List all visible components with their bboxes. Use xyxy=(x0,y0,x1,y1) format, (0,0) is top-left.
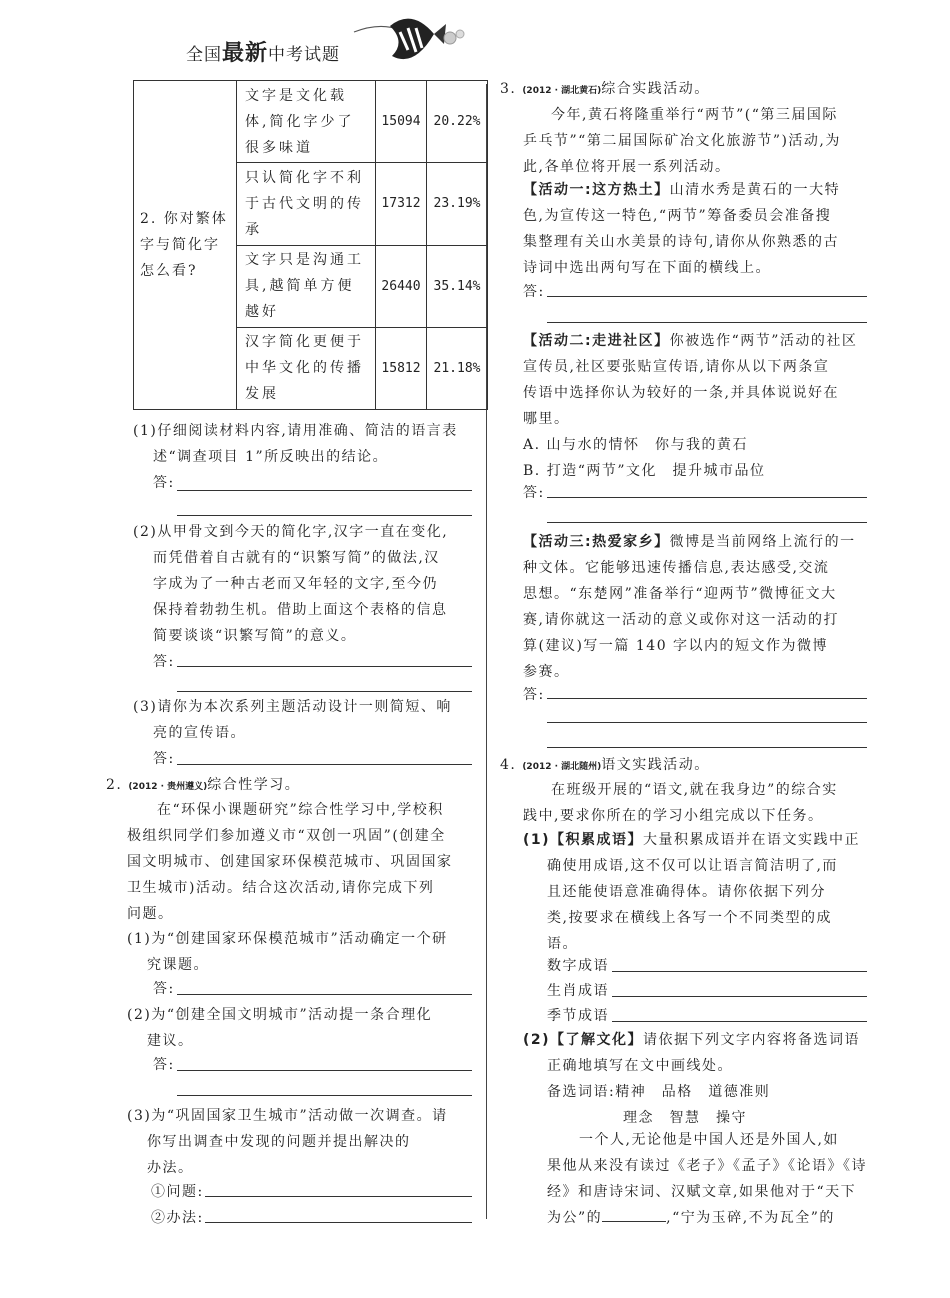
answer-line[interactable] xyxy=(547,722,867,723)
activity-2: 【活动二:走进社区】你被选作“两节”活动的社区 宣传员,社区要张贴宣传语,请你从以下两条宣 传语中选择你认为较好的一条,并具体说说好在 哪里。 A. 山与水的情怀 你与我的黄石 B. 打造“两节”文化 提升城市品位 xyxy=(523,328,857,484)
answer-line[interactable] xyxy=(612,1021,867,1022)
problem-3-intro: 今年,黄石将隆重举行“两节”(“第三届国际 乒乓节”“第二届国际矿冶文化旅游节”)活动,为 此,各单位将开展一系列活动。 xyxy=(523,107,841,175)
answer-line[interactable] xyxy=(177,666,472,667)
opinion-cell: 文字是文化载体,简化字少了很多味道 xyxy=(237,81,376,163)
count-cell: 17312 xyxy=(376,163,427,245)
answer-line[interactable] xyxy=(177,490,472,491)
question-1-3: (3)请你为本次系列主题活动设计一则简短、响 亮的宣传语。 xyxy=(133,699,452,741)
count-cell: 15812 xyxy=(376,327,427,409)
percent-cell: 20.22% xyxy=(427,81,488,163)
passage: 一个人,无论他是中国人还是外国人,如 果他从来没有读过《老子》《孟子》《论语》《诗 经》和唐诗宋词、汉赋文章,如果他对于“天下 为公”的 ,“宁为玉碎,不为瓦全”的 xyxy=(547,1132,867,1226)
problem-4-heading: 4. (2012 · 湖北随州)语文实践活动。 xyxy=(500,757,710,773)
answer-label: 答: xyxy=(153,475,175,491)
percent-cell: 35.14% xyxy=(427,245,488,327)
opinion-cell: 文字只是沟通工具,越简单方便越好 xyxy=(237,245,376,327)
problem-4-intro: 在班级开展的“语文,就在我身边”的综合实 践中,要求你所在的学习小组完成以下任务。 xyxy=(523,782,838,824)
question-1-1: (1)仔细阅读材料内容,请用准确、简洁的语言表 述“调查项目 1”所反映出的结论。 xyxy=(133,423,458,465)
survey-question: 2. 你对繁体字与简化字怎么看? xyxy=(134,81,237,410)
activity-1: 【活动一:这方热土】山清水秀是黄石的一大特 色,为宣传这一特色,“两节”筹备委员会准备搜 集整理有关山水美景的诗句,请你从你熟悉的古 诗词中选出两句写在下面的横线上。 xyxy=(523,182,841,276)
answer-label: 答: xyxy=(153,981,175,997)
answer-line[interactable] xyxy=(177,994,472,995)
question-4-2: (2)【了解文化】请依据下列文字内容将备选词语 正确地填写在文中画线处。 备选词语:精神 品格 道德准则 理念 智慧 操守 xyxy=(523,1027,860,1131)
fish-logo-icon xyxy=(350,12,470,76)
answer-label: 答: xyxy=(523,485,545,501)
opinion-cell: 只认简化字不利于古代文明的传承 xyxy=(237,163,376,245)
answer-line[interactable] xyxy=(547,747,867,748)
answer-line[interactable] xyxy=(547,497,867,498)
page-header: 全国最新中考试题 xyxy=(186,41,341,66)
count-cell: 15094 xyxy=(376,81,427,163)
question-4-1: (1)【积累成语】大量积累成语并在语文实践中正 确使用成语,这不仅可以让语言简洁明了,而 且还能使语意准确得体。请你依据下列分 类,按要求在横线上各写一个不同类型的成 语。 xyxy=(523,832,861,952)
answer-label: 答: xyxy=(153,654,175,670)
answer-label: 答: xyxy=(153,751,175,767)
answer-label: 答: xyxy=(153,1057,175,1073)
question-2-3: (3)为“巩固国家卫生城市”活动做一次调查。请 你写出调查中发现的问题并提出解决的 办法。 xyxy=(127,1108,448,1176)
method-label: ②办法: xyxy=(151,1210,204,1226)
answer-line[interactable] xyxy=(547,522,867,523)
problem-2-intro: 在“环保小课题研究”综合性学习中,学校积 极组织同学们参加遵义市“双创一巩固”(创建全 国文明城市、创建国家环保模范城市、巩固国家 卫生城市)活动。结合这次活动,请你完成下列 问题。 xyxy=(127,802,453,922)
fill-blank[interactable] xyxy=(602,1207,666,1222)
word-options: 备选词语:精神 品格 道德准则 xyxy=(547,1084,771,1100)
answer-line[interactable] xyxy=(547,322,867,323)
answer-line[interactable] xyxy=(177,1095,472,1096)
problem-label: ①问题: xyxy=(151,1184,204,1200)
option-b: B. 打造“两节”文化 提升城市品位 xyxy=(523,463,766,479)
count-cell: 26440 xyxy=(376,245,427,327)
answer-line[interactable] xyxy=(205,1222,472,1223)
table-row xyxy=(134,81,488,163)
survey-table xyxy=(133,80,488,410)
answer-line[interactable] xyxy=(177,691,472,692)
answer-label: 答: xyxy=(523,284,545,300)
answer-line[interactable] xyxy=(612,971,867,972)
word-options: 理念 智慧 操守 xyxy=(623,1110,747,1126)
problem-2-heading: 2. (2012 · 贵州遵义)综合性学习。 xyxy=(106,777,301,793)
problem-3-heading: 3. (2012 · 湖北黄石)综合实践活动。 xyxy=(500,81,710,97)
answer-line[interactable] xyxy=(177,515,472,516)
answer-label: 答: xyxy=(523,687,545,703)
question-2-1: (1)为“创建国家环保模范城市”活动确定一个研 究课题。 xyxy=(127,931,448,973)
answer-line[interactable] xyxy=(205,1196,472,1197)
idiom-zodiac-label: 生肖成语 xyxy=(547,983,609,999)
opinion-cell: 汉字简化更便于中华文化的传播发展 xyxy=(237,327,376,409)
answer-line[interactable] xyxy=(177,1070,472,1071)
idiom-season-label: 季节成语 xyxy=(547,1008,609,1024)
question-1-2: (2)从甲骨文到今天的简化字,汉字一直在变化, 而凭借着自古就有的“识繁写简”的做法,汉 字成为了一种古老而又年轻的文字,至今仍 保持着勃勃生机。借助上面这个表格的信息 简要谈谈“识繁写简”的意义。 xyxy=(133,524,449,644)
answer-line[interactable] xyxy=(612,996,867,997)
activity-3: 【活动三:热爱家乡】微博是当前网络上流行的一 种文体。它能够迅速传播信息,表达感受,交流 思想。“东楚网”准备举行“迎两节”微博征文大 赛,请你就这一活动的意义或你对这一活动的打 算(建议)写一篇 140 字以内的短文作为微博 参赛。 xyxy=(523,534,856,680)
question-2-2: (2)为“创建全国文明城市”活动提一条合理化 建议。 xyxy=(127,1007,433,1049)
answer-line[interactable] xyxy=(177,764,472,765)
idiom-number-label: 数字成语 xyxy=(547,958,609,974)
answer-line[interactable] xyxy=(547,296,867,297)
percent-cell: 21.18% xyxy=(427,327,488,409)
percent-cell: 23.19% xyxy=(427,163,488,245)
option-a: A. 山与水的情怀 你与我的黄石 xyxy=(523,437,749,453)
answer-line[interactable] xyxy=(547,698,867,699)
